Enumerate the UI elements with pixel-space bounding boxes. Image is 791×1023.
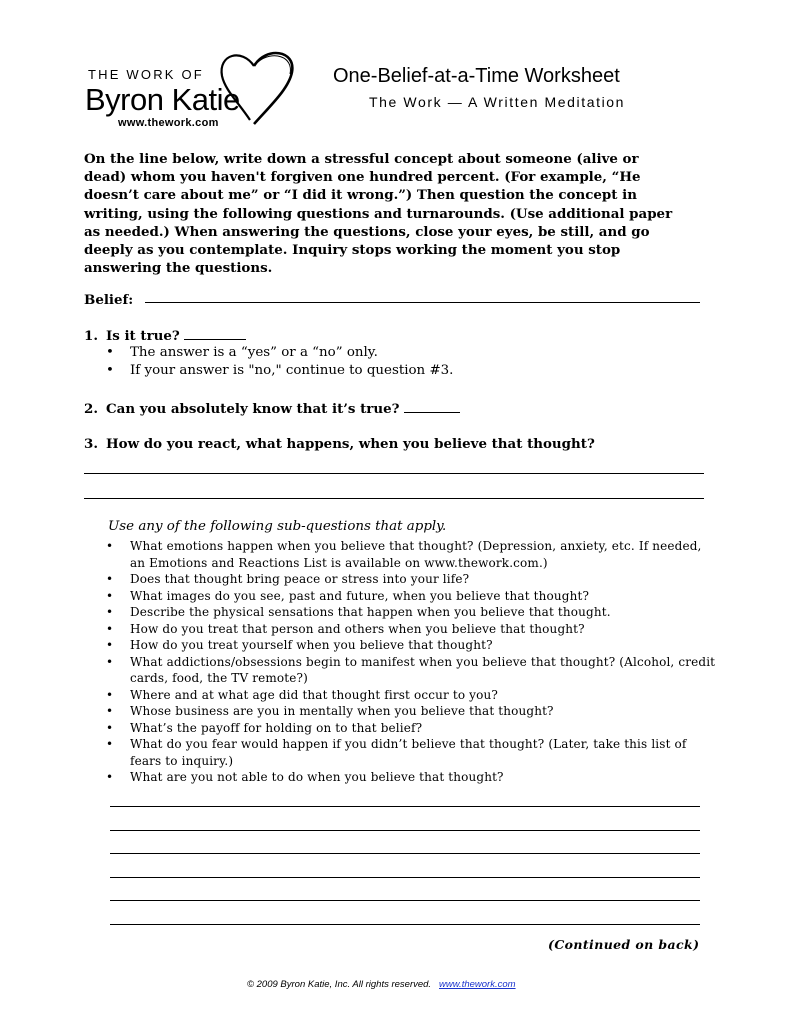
answer-line[interactable]: [84, 498, 704, 499]
question-text: How do you react, what happens, when you believe that thought?: [106, 436, 595, 452]
answer-line[interactable]: [110, 924, 700, 925]
sub-questions-intro: Use any of the following sub-questions that apply.: [108, 519, 447, 534]
instructions-paragraph: On the line below, write down a stressful concept about someone (alive or dead) whom you haven't forgiven one hundred percent. (For example, “He doesn’t care about me” or “I did it wrong.”) Then question the concept in writing, using the following questions and turnarounds. (Use additional paper as needed.) When answering the questions, close your eyes, be still, and go deeply as you contemplate. Inquiry stops working the moment you stop answering the questions.: [84, 151, 673, 277]
list-item: • Does that thought bring peace or stress into your life?: [106, 571, 716, 588]
list-item: • Where and at what age did that thought first occur to you?: [106, 687, 716, 704]
answer-line[interactable]: [110, 853, 700, 854]
list-item: • Whose business are you in mentally when you believe that thought?: [106, 703, 716, 720]
question-text: Can you absolutely know that it’s true?: [106, 401, 400, 417]
question-text: Is it true?: [106, 328, 180, 344]
answer-line[interactable]: [110, 830, 700, 831]
belief-label: Belief:: [84, 292, 134, 308]
question-1-answer-blank[interactable]: [184, 327, 246, 340]
footer-link[interactable]: www.thework.com: [439, 979, 516, 990]
list-item: • What’s the payoff for holding on to that belief?: [106, 720, 716, 737]
logo-url: www.thework.com: [118, 117, 219, 129]
footer: [247, 979, 516, 990]
continued-note: (Continued on back): [548, 937, 700, 952]
answer-line[interactable]: [110, 806, 700, 807]
page-title: One-Belief-at-a-Time Worksheet: [333, 65, 620, 87]
logo-tagline: THE WORK OF: [88, 67, 204, 82]
list-item: • How do you treat that person and others when you believe that thought?: [106, 621, 716, 638]
question-1: [84, 327, 246, 344]
answer-line[interactable]: [110, 900, 700, 901]
list-item: • Describe the physical sensations that happen when you believe that thought.: [106, 604, 716, 621]
belief-answer-line[interactable]: [145, 302, 700, 303]
logo-name: Byron Katie: [85, 82, 240, 117]
question-number: 1.: [84, 328, 98, 344]
belief-row: [84, 289, 133, 308]
page-subtitle: The Work — A Written Meditation: [369, 94, 626, 110]
list-item: • If your answer is "no," continue to question #3.: [106, 362, 453, 380]
heart-outline-icon: [214, 44, 304, 134]
sub-questions-list: [106, 538, 716, 786]
list-item: • What do you fear would happen if you didn’t believe that thought? (Later, take this list of fears to inquiry.): [106, 736, 716, 769]
list-item: • What emotions happen when you believe that thought? (Depression, anxiety, etc. If needed, an Emotions and Reactions List is available on www.thework.com.): [106, 538, 716, 571]
list-item: • What images do you see, past and future, when you believe that thought?: [106, 588, 716, 605]
list-item: • What are you not able to do when you believe that thought?: [106, 769, 716, 786]
question-number: 3.: [84, 436, 98, 452]
list-item: • How do you treat yourself when you believe that thought?: [106, 637, 716, 654]
answer-line[interactable]: [84, 473, 704, 474]
question-2: [84, 400, 460, 417]
question-number: 2.: [84, 401, 98, 417]
question-2-answer-blank[interactable]: [404, 400, 460, 413]
question-3: [84, 436, 595, 452]
question-1-notes: [106, 344, 453, 380]
answer-line[interactable]: [110, 877, 700, 878]
list-item: • What addictions/obsessions begin to manifest when you believe that thought? (Alcohol, credit cards, food, the TV remote?): [106, 654, 716, 687]
copyright-text: © 2009 Byron Katie, Inc. All rights reserved.: [247, 979, 432, 990]
list-item: • The answer is a “yes” or a “no” only.: [106, 344, 453, 362]
